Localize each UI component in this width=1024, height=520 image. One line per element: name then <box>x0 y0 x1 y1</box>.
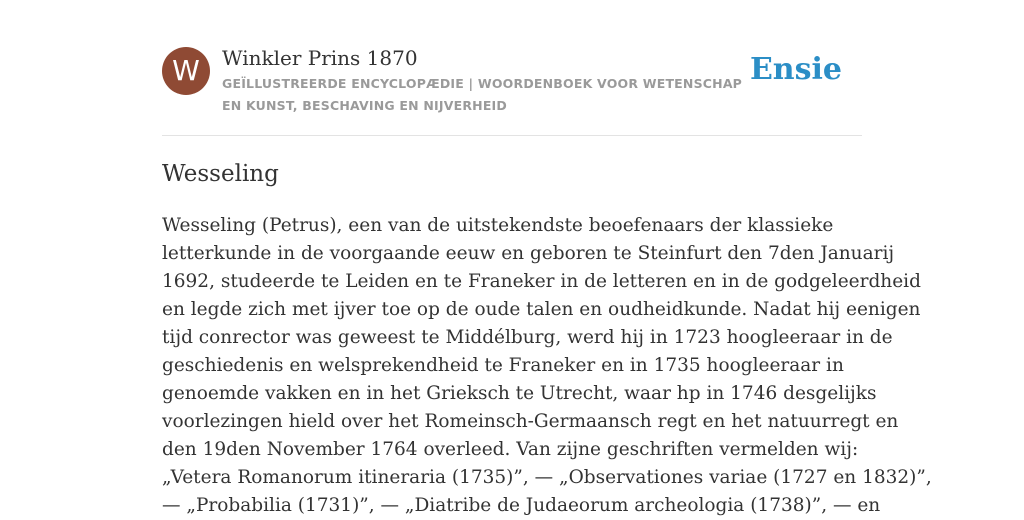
entry-line: geschiedenis en welsprekendheid te Franeker en in 1735 hoogleeraar in <box>162 355 844 376</box>
entry-title: Wesseling <box>162 161 279 187</box>
entry-body <box>162 212 932 520</box>
entry-line: genoemde vakken en in het Grieksch te Utrecht, waar hp in 1746 desgelijks <box>162 383 877 404</box>
entry-line: den 19den November 1764 overleed. Van zijne geschriften vermelden wij: <box>162 439 859 460</box>
source-avatar[interactable]: W <box>162 47 210 95</box>
source-subtitle: GEÏLLUSTREERDE ENCYCLOPÆDIE | WOORDENBOEK VOOR WETENSCHAP EN KUNST, BESCHAVING EN NIJVERHEID <box>222 76 743 113</box>
entry-line: voorlezingen hield over het Romeinsch-Germaansch regt en het natuurregt en <box>162 411 899 432</box>
source-title[interactable]: Winkler Prins 1870 <box>222 46 418 70</box>
entry-line: Wesseling (Petrus), een van de uitstekendste beoefenaars der klassieke <box>162 215 834 236</box>
entry-line: tijd conrector was geweest te Middélburg, werd hij in 1723 hoogleeraar in de <box>162 327 893 348</box>
ensie-logo[interactable]: Ensie <box>749 52 842 87</box>
entry-line: en legde zich met ijver toe op de oude talen en oudheidkunde. Nadat hij eenigen <box>162 299 921 320</box>
header-divider <box>162 135 862 136</box>
entry-line: „Vetera Romanorum itineraria (1735)”, — „Observationes variae (1727 en 1832)”, <box>162 467 932 488</box>
entry-line: 1692, studeerde te Leiden en te Franeker in de letteren en in de godgeleerdheid <box>162 271 921 292</box>
entry-line: — „Probabilia (1731)”, — „Diatribe de Judaeorum archeologia (1738)”, — en <box>162 495 881 516</box>
entry-line: letterkunde in de voorgaande eeuw en geboren te Steinfurt den 7den Januarij <box>162 243 895 264</box>
source-header <box>162 46 862 116</box>
